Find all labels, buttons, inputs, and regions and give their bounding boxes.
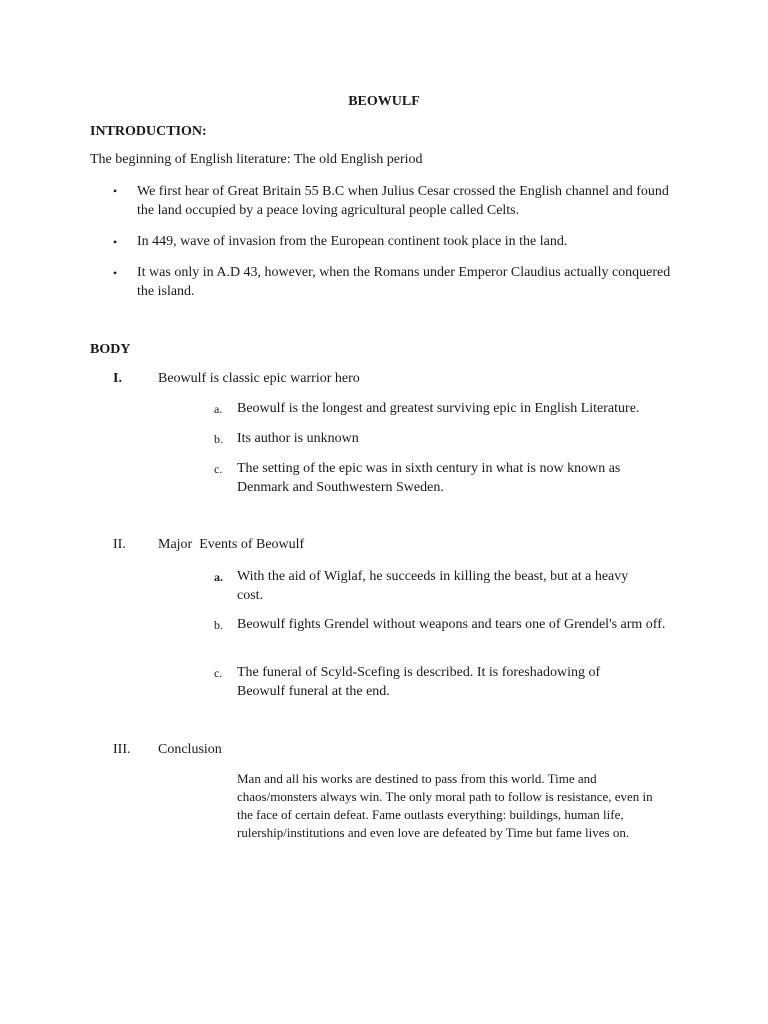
intro-bullet-text: It was only in A.D 43, however, when the Romans under Emperor Claudius actually conquered the island. — [137, 265, 671, 299]
section-title: Conclusion — [158, 742, 222, 757]
bullet-icon: • — [113, 184, 118, 198]
item-text: The setting of the epic was in sixth century in what is now known as Denmark and Southwestern Sweden. — [237, 461, 621, 495]
section-title: Major Events of Beowulf — [158, 537, 305, 552]
conclusion-paragraph: Man and all his works are destined to pass from this world. Time and chaos/monsters always win. The only moral path to follow is resistance, even in the face of certain defeat. Fame outlasts everything: buildings, human life, rulership/institutions and even love are defeated by Time but fame lives on. — [237, 771, 653, 840]
introduction-heading: INTRODUCTION: — [90, 124, 207, 139]
section-numeral: II. — [113, 537, 126, 552]
item-label: c. — [214, 462, 223, 476]
section-numeral: III. — [113, 742, 131, 757]
intro-bullet-text: We first hear of Great Britain 55 B.C when Julius Cesar crossed the English channel and found the land occupied by a peace loving agricultural people called Celts. — [137, 184, 669, 218]
item-label: a. — [214, 402, 223, 416]
item-text: Its author is unknown — [237, 431, 359, 446]
item-text: Beowulf is the longest and greatest surviving epic in English Literature. — [237, 401, 640, 416]
section-title: Beowulf is classic epic warrior hero — [158, 371, 360, 386]
body-heading: BODY — [90, 342, 131, 357]
item-text: With the aid of Wiglaf, he succeeds in killing the beast, but at a heavy cost. — [237, 569, 629, 603]
intro-bullet-text: In 449, wave of invasion from the European continent took place in the land. — [137, 234, 568, 249]
item-text: Beowulf fights Grendel without weapons and tears one of Grendel's arm off. — [237, 617, 666, 632]
item-text: The funeral of Scyld-Scefing is described. It is foreshadowing of Beowulf funeral at the end. — [237, 665, 601, 699]
item-label: b. — [214, 618, 223, 632]
document-title: BEOWULF — [348, 94, 420, 109]
item-label: a. — [214, 570, 223, 584]
section-numeral: I. — [113, 371, 122, 386]
introduction-subtitle: The beginning of English literature: The old English period — [90, 152, 423, 167]
item-label: b. — [214, 432, 223, 446]
bullet-icon: • — [113, 235, 118, 249]
item-label: c. — [214, 666, 223, 680]
bullet-icon: • — [113, 266, 118, 280]
